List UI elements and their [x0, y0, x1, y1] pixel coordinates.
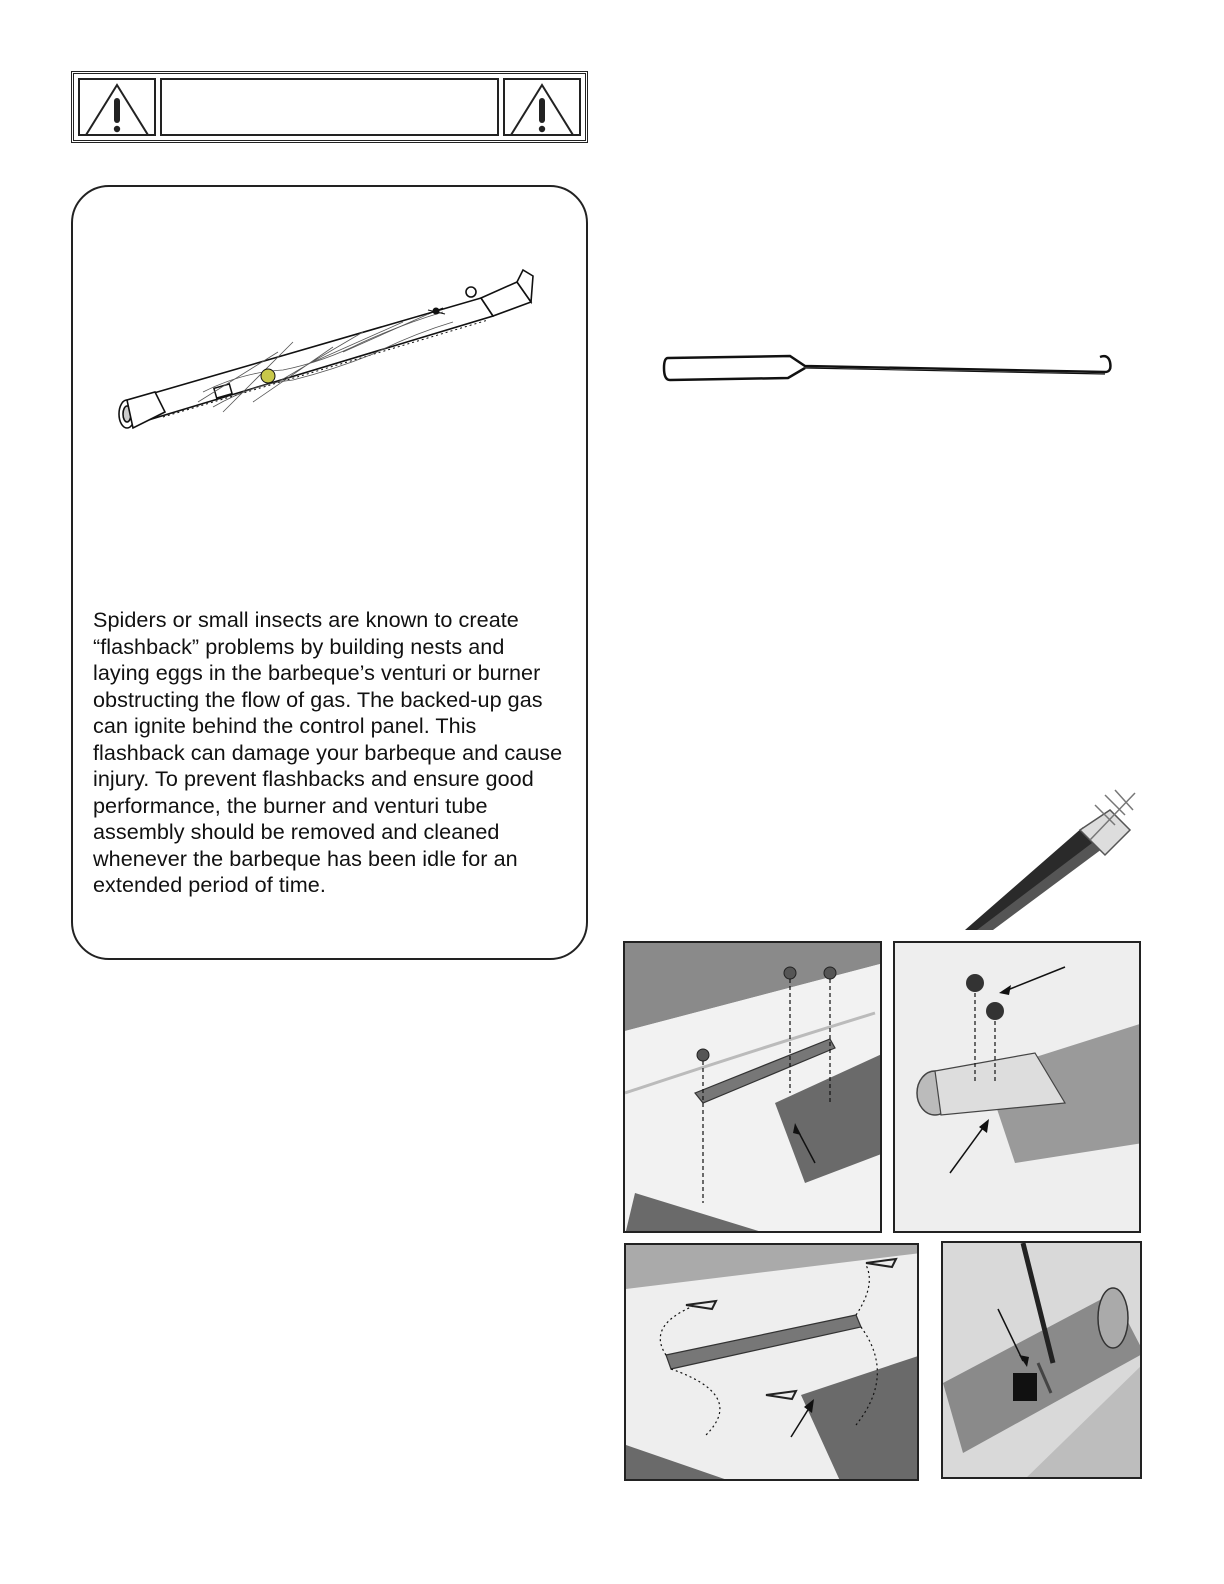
spider-warning-text: Spiders or small insects are known to create “flashback” problems by building nests and laying eggs in the barbeque’s venturi or burner obstructing the flow of gas. The backed-up gas can ignite behind the control panel. This flashback can damage your barbeque and cause injury. To prevent flashbacks and ensure good performance, the burner and venturi tube assembly should be removed and cleaned whenever the barbeque has been idle for an extended period of time. — [93, 607, 563, 897]
warning-title — [160, 78, 499, 136]
spider-warning-box — [71, 185, 588, 960]
warning-banner — [71, 71, 588, 143]
tool-in-venturi-illustration — [965, 785, 1145, 930]
warning-triangle-icon — [78, 78, 156, 136]
figure-panel-bracket-screws — [623, 941, 882, 1233]
warning-triangle-icon — [503, 78, 581, 136]
venturi-cleaning-tool-illustration — [660, 348, 1120, 388]
burner-venturi-tube-illustration — [103, 262, 543, 457]
figure-panel-screwdriver-clip — [941, 1241, 1142, 1479]
figure-panel-cotter-pins — [624, 1243, 919, 1481]
figure-panel-burner-screws — [893, 941, 1141, 1233]
